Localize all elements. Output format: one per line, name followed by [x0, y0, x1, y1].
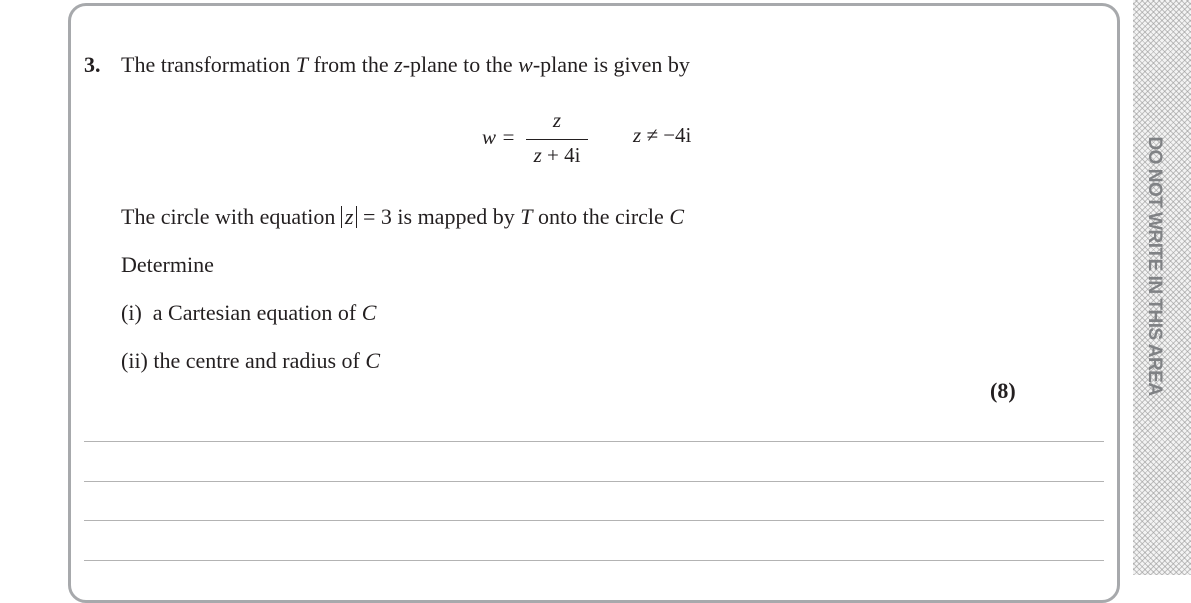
equation-condition: z ≠ −4i	[633, 123, 692, 147]
circle-statement: The circle with equation z = 3 is mapped by T onto the circle C	[121, 204, 684, 229]
answer-line[interactable]	[84, 520, 1104, 521]
fraction-denominator: z + 4i	[533, 143, 581, 167]
question-number: 3.	[84, 52, 101, 77]
question-intro: The transformation T from the z-plane to the w-plane is given by	[121, 52, 690, 77]
answer-line[interactable]	[84, 560, 1104, 561]
determine-label: Determine	[121, 252, 214, 277]
margin-warning-label: DO NOT WRITE IN THIS AREA	[1144, 136, 1165, 396]
equation-lhs: w =	[482, 125, 516, 149]
fraction-numerator: z	[552, 108, 562, 132]
modulus-z: z	[341, 206, 358, 228]
answer-line[interactable]	[84, 481, 1104, 482]
part-i: (i) a Cartesian equation of C	[121, 300, 377, 325]
fraction-bar	[526, 139, 588, 140]
part-ii: (ii) the centre and radius of C	[121, 348, 381, 373]
marks-label: (8)	[990, 378, 1016, 403]
answer-line[interactable]	[84, 441, 1104, 442]
